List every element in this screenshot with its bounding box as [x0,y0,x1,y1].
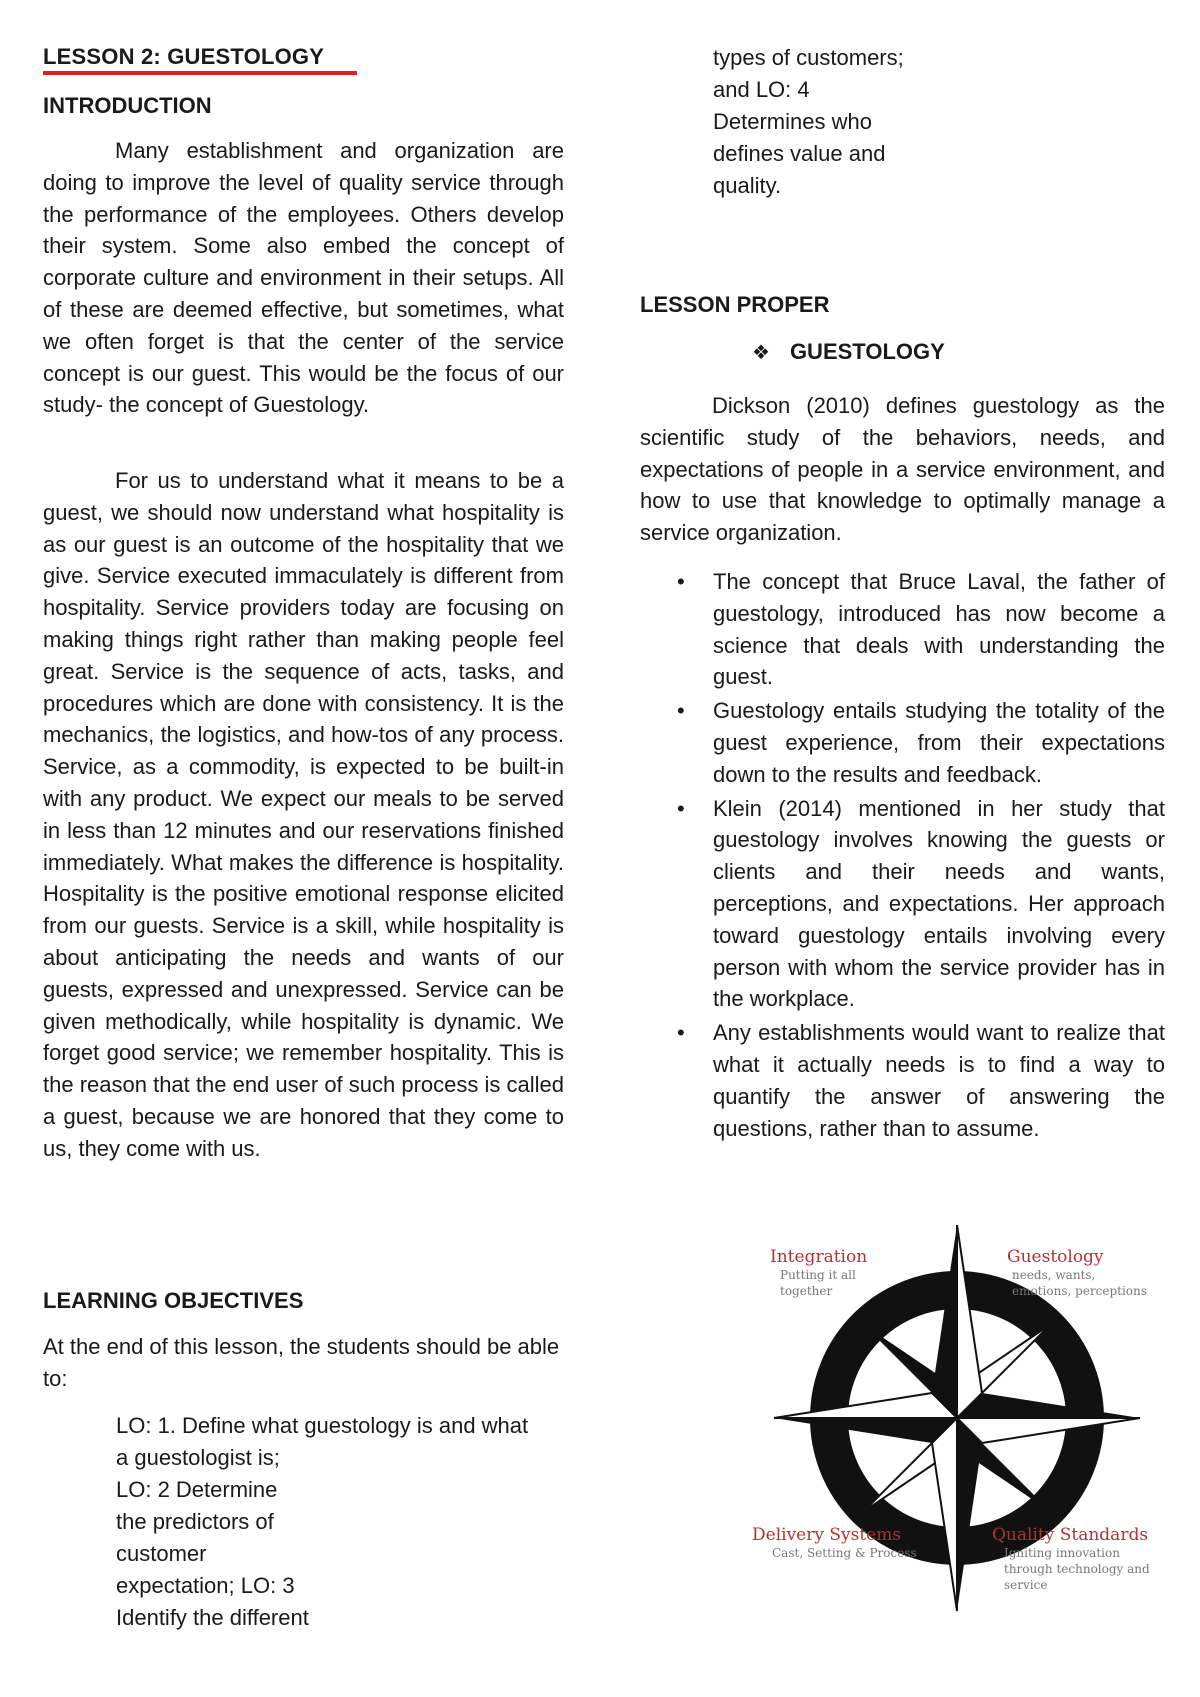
list-item-text: Guestology entails studying the totality of the guest experience, from their expectations down to the results and feedback. [713,698,1165,787]
list-item-text: The concept that Bruce Laval, the father of guestology, introduced has now become a science that deals with understanding the guest. [713,569,1165,690]
compass-label-integration [770,1247,920,1299]
bullet-dot: • [677,795,685,821]
lesson-title: LESSON 2: GUESTOLOGY [43,44,325,69]
introduction-paragraph-2: For us to understand what it means to be a guest, we should now understand what hospitality is as our guest is an outcome of the hospitality that we give. Service executed immaculately is different from hospitality. Service providers today are focusing on making things right rather than making people feel great. Service is the sequence of acts, tasks, and procedures which are done with consistency. It is the mechanics, the logistics, and how-tos of any process. Service, as a commodity, is expected to be built-in with any product. We expect our meals to be served in less than 12 minutes and our reservations finished immediately. What makes the difference is hospitality. Hospitality is the positive emotional response elicited from our guests. Service is a skill, while hospitality is about anticipating the needs and wants of our guests, expressed and unexpressed. Service can be given methodically, while hospitality is dynamic. We forget good service; we remember hospitality. This is the reason that the end user of such process is called a guest, because we are honored that they come to us, they come with us. [43,468,564,1161]
list-item-text: Klein (2014) mentioned in her study that guestology involves knowing the guests or clients and their needs and wants, perceptions, and expectations. Her approach toward guestology entails involving every person with whom the service provider has in the workplace. [713,795,1165,1012]
learning-objectives-intro: At the end of this lesson, the students should be able to: [43,1334,560,1391]
bullet-dot: • [677,1020,685,1046]
list-item [640,1017,1165,1144]
diamond-bullet-icon: ❖ [752,342,770,364]
list-item [640,793,1165,1016]
delivery-subtitle: Cast, Setting & Process [772,1546,917,1560]
lesson-proper-heading: LESSON PROPER [640,292,830,317]
guestology-compass-figure [752,1225,1172,1625]
introduction-heading: INTRODUCTION [43,93,212,118]
title-underline [43,71,357,75]
quality-title: Quality Standards [992,1525,1149,1545]
bullet-dot: • [677,698,685,724]
compass-label-guestology [1007,1247,1172,1299]
introduction-paragraph-1: Many establishment and organization are doing to improve the level of quality service through the performance of the employees. Others develop their system. Some also embed the concept of corporate culture and environment in their setups. All of these are deemed effective, but sometimes, what we often forget is that the center of the service concept is our guest. This would be the focus of our study- the concept of Guestology. [43,138,564,418]
integration-title: Integration [770,1247,868,1267]
learning-objectives-heading: LEARNING OBJECTIVES [43,1288,304,1313]
integration-subtitle: Putting it all together [780,1268,856,1298]
guestology-subheading [752,339,945,365]
delivery-title: Delivery Systems [752,1525,902,1545]
guestology-subheading-text: GUESTOLOGY [789,339,945,364]
guestology-subtitle: needs, wants, emotions, perceptions [1012,1268,1147,1298]
list-item [640,566,1165,693]
guestology-bullet-list [640,566,1165,1146]
learning-objectives-list-part-1: LO: 1. Define what guestology is and what a guestologist is; LO: 2 Determine the predictors of customer expectation; LO: 3 Identify the different [116,1413,529,1630]
guestology-definition: Dickson (2010) defines guestology as the scientific study of the behaviors, needs, and expectations of people in a service environment, and how to use that knowledge to optimally manage a service organization. [640,393,1165,546]
guestology-title: Guestology [1007,1247,1104,1267]
list-item [640,695,1165,790]
bullet-dot: • [677,569,685,594]
compass-label-delivery-systems [752,1525,932,1561]
compass-label-quality-standards [992,1525,1172,1593]
list-item-text: Any establishments would want to realize that what it actually needs is to find a way to quantify the answer of answering the questions, rather than to assume. [713,1020,1165,1141]
quality-subtitle: Igniting innovation through technology and service [1004,1546,1150,1592]
learning-objectives-list-part-2: types of customers; and LO: 4 Determines who defines value and quality. [713,45,904,198]
